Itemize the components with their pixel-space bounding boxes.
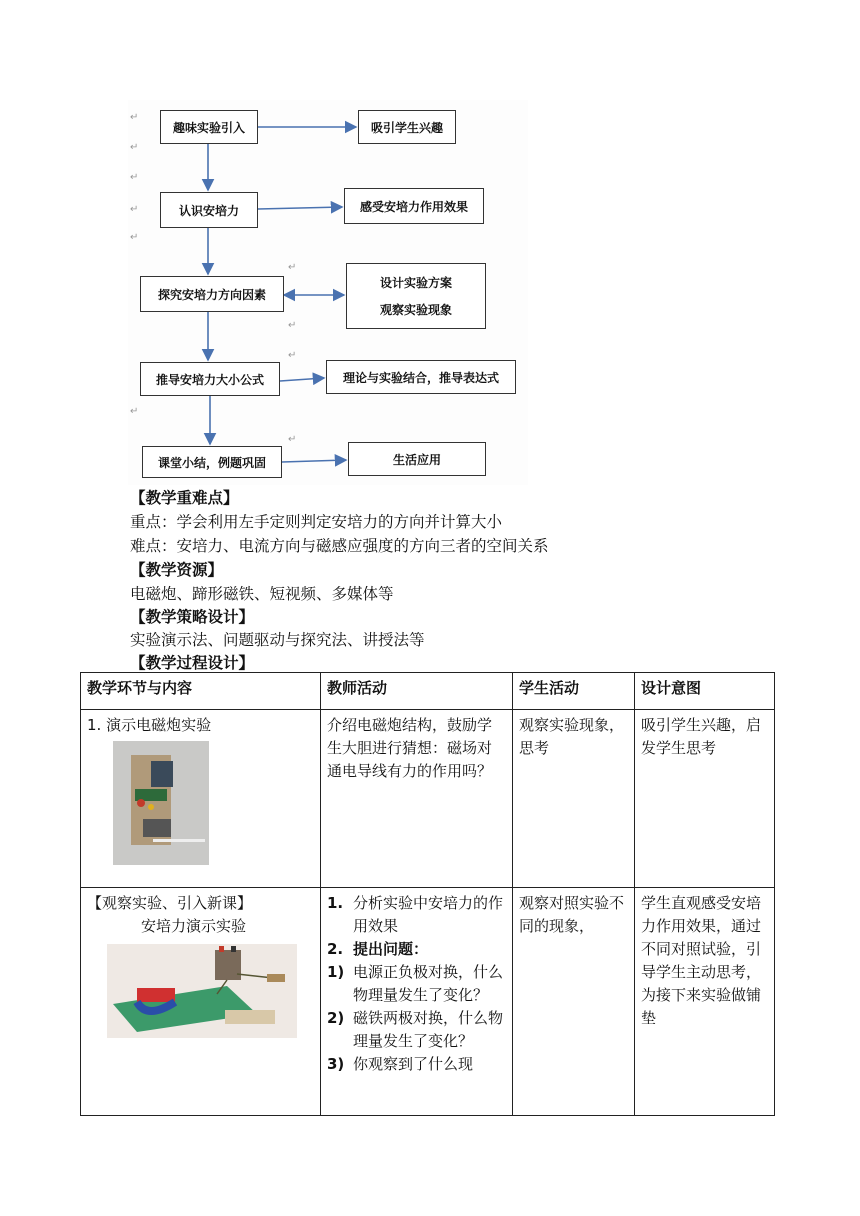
list-item: 2) 磁铁两极对换，什么物理量发生了变化？ (327, 1009, 504, 1050)
railgun-photo (113, 741, 209, 865)
table-row (81, 710, 775, 888)
row1-stage-text: 1. 演示电磁炮实验 (87, 716, 212, 734)
ampere-force-apparatus-image (107, 944, 297, 1038)
flow-step-1: 趣味实验引入 (160, 110, 258, 144)
pilcrow-mark: ↵ (288, 262, 297, 273)
pilcrow-mark: ↵ (130, 142, 139, 153)
flow-step-5: 课堂小结，例题巩固 (142, 446, 282, 478)
pilcrow-mark: ↵ (130, 232, 139, 243)
key-point: 重点：学会利用左手定则判定安培力的方向并计算大小 (130, 513, 503, 531)
railgun-image (113, 741, 209, 865)
pilcrow-mark: ↵ (130, 204, 139, 215)
resources-heading: 【教学资源】 (130, 561, 224, 579)
header-teacher: 教师活动 (321, 673, 513, 710)
row1-student: 观察实验现象，思考 (513, 710, 635, 888)
teaching-process-table (80, 672, 775, 1116)
difficult-point: 难点：安培力、电流方向与磁感应强度的方向三者的空间关系 (130, 537, 549, 555)
row1-intent: 吸引学生兴趣，启发学生思考 (635, 710, 775, 888)
list-item: 1. 分析实验中安培力的作用效果 (327, 894, 504, 935)
list-item: 1) 电源正负极对换，什么物理量发生了变化？ (327, 963, 504, 1004)
flow-step-2: 认识安培力 (160, 192, 258, 228)
header-student: 学生活动 (513, 673, 635, 710)
pilcrow-mark: ↵ (130, 172, 139, 183)
apparatus-illustration (107, 944, 297, 1038)
table-header-row (81, 673, 775, 710)
row2-stage (81, 888, 321, 1116)
resources-text: 电磁炮、蹄形磁铁、短视频、多媒体等 (130, 585, 394, 603)
pilcrow-mark: ↵ (130, 112, 139, 123)
teaching-flowchart (128, 100, 528, 485)
row2-stage-sub: 安培力演示实验 (141, 917, 247, 935)
pilcrow-mark: ↵ (288, 320, 297, 331)
table-row (81, 888, 775, 1116)
flow-outcome-5: 生活应用 (348, 442, 486, 476)
row1-teacher: 介绍电磁炮结构，鼓励学生大胆进行猜想：磁场对通电导线有力的作用吗？ (321, 710, 513, 888)
flow-step-3: 探究安培力方向因素 (140, 276, 284, 312)
strategy-text: 实验演示法、问题驱动与探究法、讲授法等 (130, 631, 425, 649)
row2-teacher (321, 888, 513, 1116)
strategy-heading: 【教学策略设计】 (130, 608, 255, 626)
pilcrow-mark: ↵ (288, 350, 297, 361)
key-points-heading: 【教学重难点】 (130, 489, 239, 507)
header-intent: 设计意图 (635, 673, 775, 710)
header-stage: 教学环节与内容 (81, 673, 321, 710)
row2-stage-title: 【观察实验、引入新课】 (87, 894, 253, 912)
row1-stage (81, 710, 321, 888)
row2-student: 观察对照实验不同的现象， (513, 888, 635, 1116)
process-heading: 【教学过程设计】 (130, 654, 255, 672)
row2-intent: 学生直观感受安培力作用效果，通过不同对照试验，引导学生主动思考，为接下来实验做铺垫 (635, 888, 775, 1116)
flow-outcome-1: 吸引学生兴趣 (358, 110, 456, 144)
pilcrow-mark: ↵ (288, 434, 297, 445)
flow-step-4: 推导安培力大小公式 (140, 362, 280, 396)
flow-outcome-3: 设计实验方案 观察实验现象 (346, 263, 486, 329)
teacher-activity-list (327, 892, 506, 1076)
flow-outcome-4: 理论与实验结合，推导表达式 (326, 360, 516, 394)
list-item: 3) 你观察到了什么现 (327, 1055, 474, 1073)
pilcrow-mark: ↵ (130, 406, 139, 417)
flow-outcome-2: 感受安培力作用效果 (344, 188, 484, 224)
list-item: 2. 提出问题： (327, 940, 429, 958)
